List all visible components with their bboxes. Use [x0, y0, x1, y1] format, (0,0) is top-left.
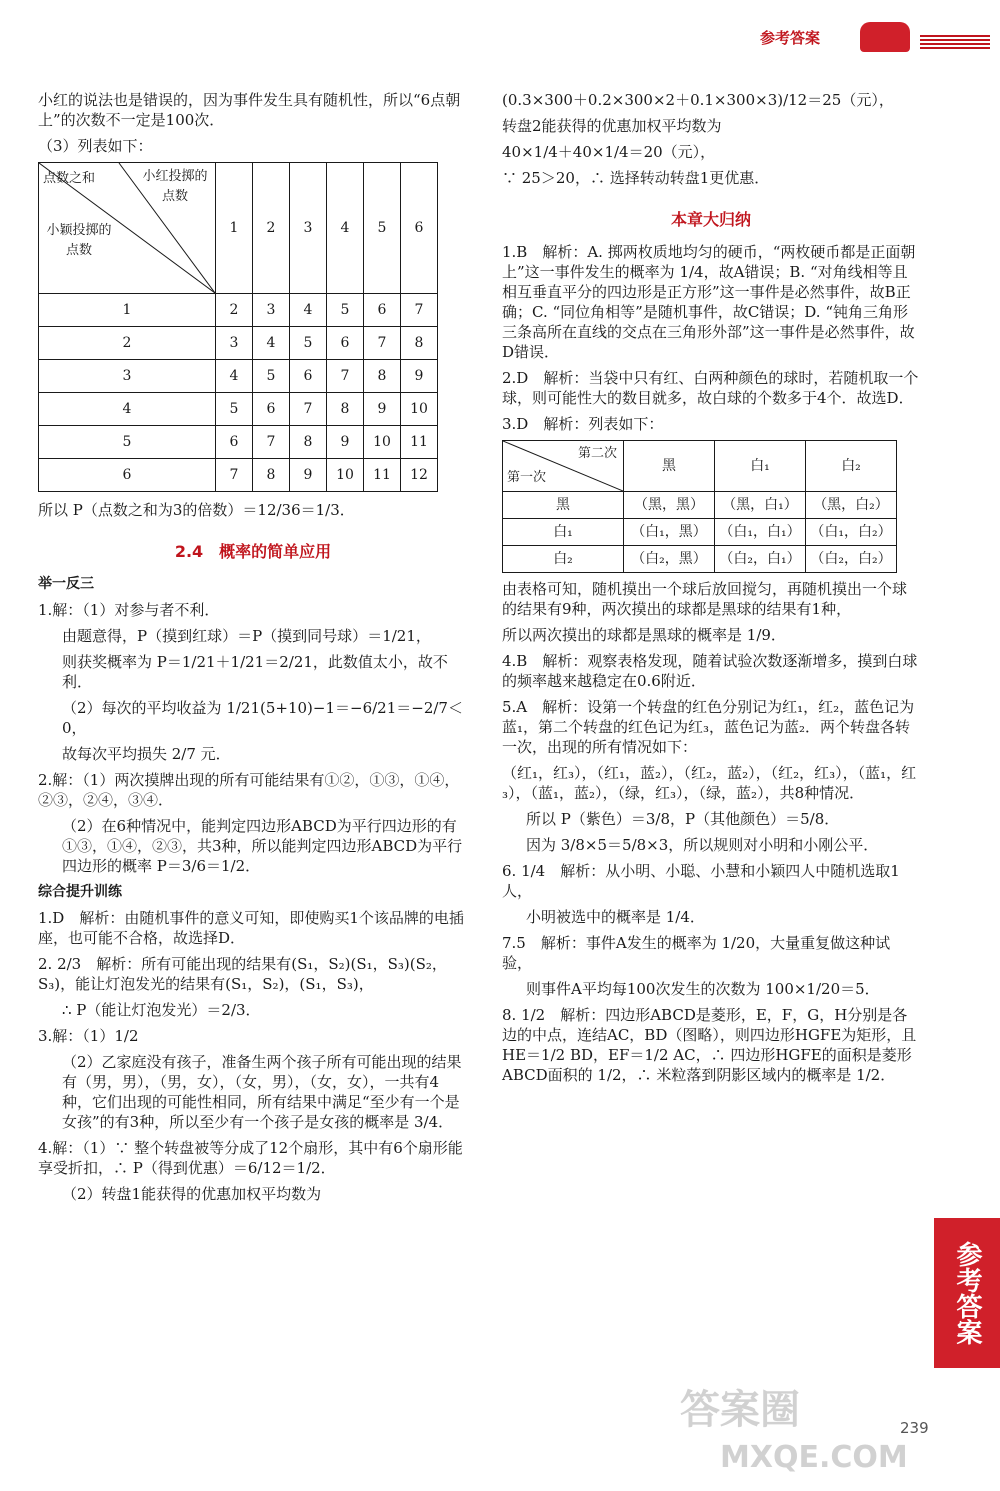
subsection-title: 举一反三 [38, 576, 94, 592]
answer: 40×1/4＋40×1/4＝20（元）， [502, 143, 716, 161]
table-row [39, 459, 438, 492]
table-cell: 4 [216, 360, 253, 393]
draw-result-table [502, 440, 897, 573]
left-column [38, 90, 468, 1210]
answer: 由题意得，P（摸到红球）＝P（摸到同号球）＝1/21， [62, 627, 431, 645]
answer: 则获奖概率为 P＝1/21＋1/21＝2/21，此数值太小，故不利． [62, 653, 448, 691]
paragraph: （3）列表如下： [38, 137, 153, 155]
answer: 5.A 解析：设第一个转盘的红色分别记为红₁，红₂，蓝色记为蓝₁，第二个转盘的红色记为红₃，蓝色记为蓝₂．两个转盘各转一次，出现的所有情况如下： [502, 698, 915, 756]
answer: 6. 1/4 解析：从小明、小聪、小慧和小颖四人中随机选取1人， [502, 862, 900, 900]
table-cell: 9 [364, 393, 401, 426]
table-row [39, 426, 438, 459]
right-column [502, 90, 920, 1091]
answer: 8. 1/2 解析：四边形ABCD是菱形，E，F，G，H分别是各边的中点，连结AC，BD（图略），则四边形HGFE为矩形，且 HE＝1/2 BD，EF＝1/2 AC，∴ 四边形HGFE的面积是菱形ABCD面积的 1/2，∴ 米粒落到阴影区域内的概率是 1/2． [502, 1006, 917, 1084]
answer: (0.3×300＋0.2×300×2＋0.1×300×3)/12＝25（元）， [502, 91, 894, 109]
answer: （2）每次的平均收益为 1/21(5+10)−1＝−6/21＝−2/7＜0， [62, 699, 463, 737]
table-cell: 3 [253, 294, 290, 327]
table-cell: （黑，黑） [624, 492, 715, 519]
paragraph: 所以 P（点数之和为3的倍数）＝12/36＝1/3． [38, 501, 355, 519]
table-row [39, 327, 438, 360]
answer: 由表格可知，随机摸出一个球后放回搅匀，再随机摸出一个球的结果有9种，两次摸出的球都是黑球的结果有1种， [502, 580, 908, 618]
row-header: 2 [39, 327, 216, 360]
answer: 3.解：（1）1/2 [38, 1027, 139, 1045]
table-cell: 10 [327, 459, 364, 492]
table-cell: 3 [216, 327, 253, 360]
table-cell: （白₁，白₁） [715, 519, 806, 546]
answer: ∵ 25＞20，∴ 选择转动转盘1更优惠． [502, 169, 770, 187]
answer: 所以 P（紫色）＝3/8，P（其他颜色）＝5/8． [526, 810, 840, 828]
table-cell: （白₂，白₂） [806, 546, 897, 573]
col-header: 白₂ [806, 441, 897, 492]
section-title: 2.4 概率的简单应用 [174, 542, 332, 561]
table-cell: 8 [364, 360, 401, 393]
answer: 因为 3/8×5＝5/8×3，所以规则对小明和小刚公平． [526, 836, 879, 854]
page-number: 239 [900, 1419, 929, 1437]
table-body [39, 294, 438, 492]
table-body [503, 492, 897, 573]
table-cell: 12 [401, 459, 438, 492]
answer: （2）转盘1能获得的优惠加权平均数为 [62, 1185, 322, 1203]
table-row [503, 492, 897, 519]
answer: 故每次平均损失 2/7 元． [62, 745, 231, 763]
table-cell: 10 [401, 393, 438, 426]
table-cell: 4 [290, 294, 327, 327]
row-header: 3 [39, 360, 216, 393]
table-cell: 9 [327, 426, 364, 459]
table-row [503, 519, 897, 546]
section-title: 本章大归纳 [670, 210, 751, 229]
table-cell: （黑，白₁） [715, 492, 806, 519]
table-cell: （白₂，黑） [624, 546, 715, 573]
table-cell: 4 [253, 327, 290, 360]
table-row [39, 393, 438, 426]
row-header: 6 [39, 459, 216, 492]
col-header: 2 [253, 163, 290, 294]
table-cell: 7 [327, 360, 364, 393]
table-cell: 7 [253, 426, 290, 459]
table-cell: （白₂，白₁） [715, 546, 806, 573]
corner-label: 第一次 [507, 470, 547, 485]
table-cell: 11 [364, 459, 401, 492]
answer: 3.D 解析：列表如下： [502, 415, 664, 433]
table-corner [39, 163, 216, 294]
answer: 所以两次摸出的球都是黑球的概率是 1/9． [502, 626, 786, 644]
answer: （2）在6种情况中，能判定四边形ABCD为平行四边形的有①③，①④，②③，共3种，所以能判定四边形ABCD为平行四边形的概率 P＝3/6＝1/2． [62, 817, 463, 875]
col-header: 4 [327, 163, 364, 294]
corner-label: 小红投掷的点数 [142, 169, 208, 204]
table-cell: （白₁，白₂） [806, 519, 897, 546]
answer: 转盘2能获得的优惠加权平均数为 [502, 117, 722, 135]
answer: 1.D 解析：由随机事件的意义可知，即使购买1个该品牌的电插座，也可能不合格，故选择D． [38, 909, 464, 947]
answer: 则事件A平均每100次发生的次数为 100×1/20＝5． [526, 980, 880, 998]
col-header: 黑 [624, 441, 715, 492]
table-cell: 9 [401, 360, 438, 393]
answer: 1.B 解析：A. 掷两枚质地均匀的硬币，“两枚硬币都是正面朝上”这一事件发生的概率为 1/4，故A错误；B. “对角线相等且相互垂直平分的四边形是正方形”这一事件是必然事件，故B正确；C. “同位角相等”是随机事件，故C错误；D. “钝角三角形三条高所在直线的交点在三角形外部”这一事件是必然事件，故D错误． [502, 243, 916, 361]
table-cell: 6 [216, 426, 253, 459]
watermark: 答案圈 [680, 1387, 800, 1433]
table-cell: （白₁，黑） [624, 519, 715, 546]
row-header: 白₁ [503, 519, 624, 546]
header-stripes [920, 35, 990, 49]
answer: 2.解：（1）两次摸牌出现的所有可能结果有①②，①③，①④，②③，②④，③④． [38, 771, 460, 809]
row-header: 4 [39, 393, 216, 426]
table-cell: 11 [401, 426, 438, 459]
answer: （2）乙家庭没有孩子，准备生两个孩子所有可能出现的结果有（男，男），（男，女），（女，男），（女，女），一共有4种，它们出现的可能性相同，所有结果中满足“至少有一个是女孩”的有3种，所以至少有一个孩子是女孩的概率是 3/4． [62, 1053, 462, 1131]
table-cell: 7 [216, 459, 253, 492]
answer: 1.解：（1）对参与者不利． [38, 601, 220, 619]
answer: 2. 2/3 解析：所有可能出现的结果有(S₁，S₂)(S₁，S₃)(S₂，S₃)，能让灯泡发光的结果有(S₁，S₂)，(S₁，S₃)， [38, 955, 447, 993]
table-cell: 6 [290, 360, 327, 393]
answer: 2.D 解析：当袋中只有红、白两种颜色的球时，若随机取一个球，则可能性大的数目就多，故白球的个数多于4个．故选D． [502, 369, 919, 407]
table-cell: 6 [364, 294, 401, 327]
table-cell: 8 [290, 426, 327, 459]
table-cell: 8 [253, 459, 290, 492]
answer: 7.5 解析：事件A发生的概率为 1/20，大量重复做这种试验， [502, 934, 891, 972]
answer: 小明被选中的概率是 1/4． [526, 908, 705, 926]
table-corner [503, 441, 624, 492]
table-cell: 7 [364, 327, 401, 360]
table-cell: 6 [253, 393, 290, 426]
table-cell: 5 [327, 294, 364, 327]
row-header: 黑 [503, 492, 624, 519]
col-header: 5 [364, 163, 401, 294]
col-header: 白₁ [715, 441, 806, 492]
table-cell: （黑，白₂） [806, 492, 897, 519]
table-cell: 2 [216, 294, 253, 327]
answer: 4.解：（1）∵ 整个转盘被等分成了12个扇形，其中有6个扇形能享受折扣，∴ P（得到优惠）＝6/12＝1/2． [38, 1139, 463, 1177]
table-row [39, 294, 438, 327]
answer: ∴ P（能让灯泡发光）＝2/3． [62, 1001, 261, 1019]
watermark: MXQE.COM [720, 1440, 908, 1475]
corner-label: 小颖投掷的点数 [46, 223, 112, 258]
dice-sum-table [38, 162, 438, 492]
table-cell: 7 [290, 393, 327, 426]
answer: （红₁，红₃），（红₁，蓝₂），（红₂，蓝₂），（红₂，红₃），（蓝₁，红₃），（蓝₁，蓝₂），（绿，红₃），（绿，蓝₂），共8种情况． [502, 764, 917, 802]
table-cell: 7 [401, 294, 438, 327]
col-header: 3 [290, 163, 327, 294]
table-cell: 10 [364, 426, 401, 459]
table-cell: 5 [290, 327, 327, 360]
header-title: 参考答案 [760, 29, 821, 47]
row-header: 5 [39, 426, 216, 459]
col-header: 1 [216, 163, 253, 294]
table-cell: 6 [327, 327, 364, 360]
table-cell: 8 [327, 393, 364, 426]
side-tab: 参考答案 [934, 1218, 1000, 1368]
row-header: 白₂ [503, 546, 624, 573]
paragraph: 小红的说法也是错误的，因为事件发生具有随机性，所以“6点朝上”的次数不一定是100次． [38, 91, 461, 129]
corner-label: 点数之和 [43, 171, 96, 186]
table-cell: 9 [290, 459, 327, 492]
table-row [39, 360, 438, 393]
corner-label: 第二次 [577, 446, 617, 461]
table-cell: 5 [253, 360, 290, 393]
col-header: 6 [401, 163, 438, 294]
row-header: 1 [39, 294, 216, 327]
answer: 4.B 解析：观察表格发现，随着试验次数逐渐增多，摸到白球的频率越来越稳定在0.6附近． [502, 652, 918, 690]
table-row [503, 546, 897, 573]
table-cell: 8 [401, 327, 438, 360]
table-cell: 5 [216, 393, 253, 426]
book-logo-icon [860, 22, 910, 52]
subsection-title: 综合提升训练 [38, 884, 122, 900]
